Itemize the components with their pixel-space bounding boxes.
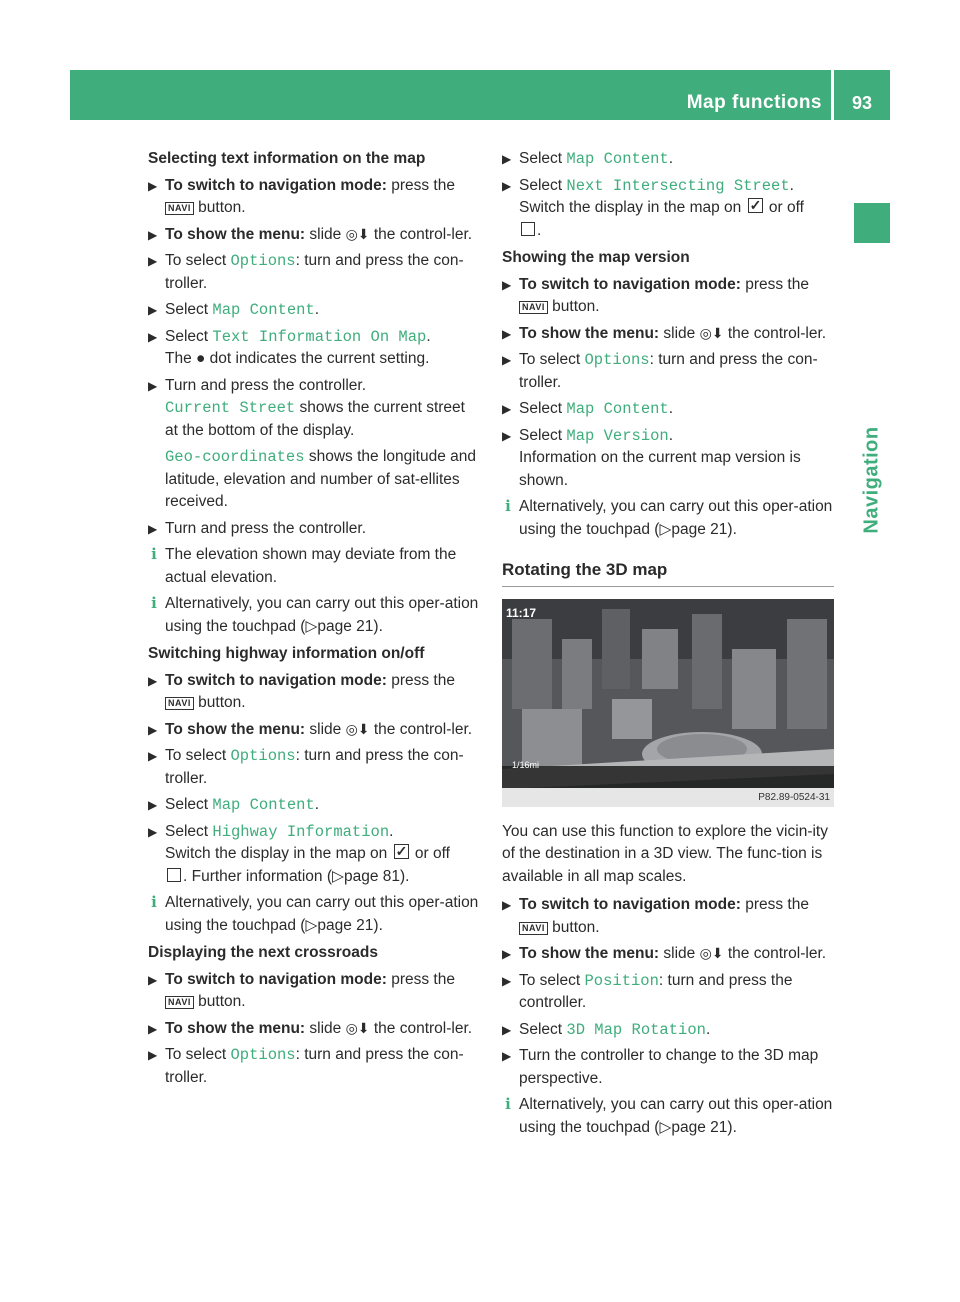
step-arrow-icon: ▶ [502,277,512,292]
step-arrow-icon: ▶ [502,353,512,367]
step-arrow-icon: ▶ [502,178,512,193]
controller-slide-icon: ◎⬇ [699,946,724,962]
step: ▶ Select Next Intersecting Street. Switch the display in the map on ✓ or off . [502,175,834,243]
step-arrow-icon: ▶ [148,521,158,536]
map-scale: 1/16mi [512,760,540,770]
page-number: 93 [851,93,873,113]
menu-item-text-info: Text Information On Map [212,327,427,346]
step: ▶ To switch to navigation mode: press the NAVI button. [148,176,455,216]
section-side-label: Navigation [860,426,883,534]
note: i The elevation shown may deviate from the actual elevation. [148,544,480,589]
rotation-description: You can use this function to explore the vicin-ity of the destination in a 3D view. The func-tion is available in all map scales. [502,822,828,885]
controller-slide-icon: ◎⬇ [345,1020,370,1037]
step: ▶ To select Options: turn and press the con-troller. [148,252,464,292]
step-arrow-icon: ▶ [148,722,158,737]
menu-item-options: Options [584,351,650,369]
clock-display: 11:17 [506,605,537,620]
navi-button-icon: NAVI [165,697,194,710]
map-status-bar [502,766,834,788]
step-arrow-icon: ▶ [502,152,512,166]
menu-item-map-content: Map Content [566,400,669,418]
step: ▶ Select Map Content. [502,148,834,171]
option-geo-coordinates: Geo-coordinates [165,448,305,466]
step-arrow-icon: ▶ [502,326,512,341]
heading-map-version: Showing the map version [502,249,690,266]
step-arrow-icon: ▶ [148,227,158,242]
step-arrow-icon: ▶ [502,973,512,988]
right-column [502,148,834,1143]
step-arrow-icon: ▶ [502,947,512,961]
step-arrow-icon: ▶ [502,402,512,416]
step: ▶ Select Text Information On Map. The ● dot indicates the current setting. [148,327,431,367]
image-code: P82.89-0524-31 [502,788,834,807]
step: ▶ Turn the controller to change to the 3D map perspective. [502,1047,819,1087]
info-icon: i [151,594,157,612]
step-arrow-icon: ▶ [148,378,158,393]
navi-button-icon: NAVI [519,922,548,935]
menu-item-highway-info: Highway Information [212,822,390,841]
step-arrow-icon: ▶ [148,178,158,193]
page-ref-arrow-icon: ▷ [659,1118,672,1136]
note: i Alternatively, you can carry out this oper-ation using the touchpad (▷page 21). [148,593,480,638]
step-arrow-icon: ▶ [502,898,512,912]
section-tab-marker [854,203,890,243]
checkbox-checked-icon [394,844,409,859]
step-arrow-icon: ▶ [148,303,158,317]
step-arrow-icon: ▶ [502,428,512,443]
step-arrow-icon: ▶ [148,1021,158,1036]
step-arrow-icon: ▶ [148,972,158,987]
step: ▶ To show the menu: slide ◎⬇ the control-ler. [148,224,480,247]
info-icon: i [505,1095,511,1113]
menu-item-map-content: Map Content [212,796,315,814]
menu-item-options: Options [230,252,296,270]
step: ▶ To switch to navigation mode: press the NAVI button. [148,671,455,711]
step: ▶ To switch to navigation mode: press the NAVI button. [502,896,809,936]
navi-button-icon: NAVI [165,202,194,215]
step-arrow-icon: ▶ [148,749,158,763]
page-title: Map functions [686,92,822,113]
note: i Alternatively, you can carry out this oper-ation using the touchpad (▷page 21). [148,892,480,937]
step-arrow-icon: ▶ [148,824,158,839]
navi-button-icon: NAVI [519,301,548,314]
heading-next-crossroads: Displaying the next crossroads [148,944,378,961]
step-arrow-icon: ▶ [148,798,158,812]
info-icon: i [151,545,157,563]
step-arrow-icon: ▶ [148,329,158,344]
step: ▶ To show the menu: slide ◎⬇ the control-ler. [148,1018,480,1041]
menu-item-map-content: Map Content [566,150,669,168]
step: ▶ Select Highway Information. Switch the display in the map on ✓ or off . Further information (▷page 81). [148,821,480,889]
heading-highway-info: Switching highway information on/off [148,645,425,662]
map-3d-screenshot [502,599,834,807]
step: ▶ To switch to navigation mode: press the NAVI button. [148,970,455,1010]
info-icon: i [151,893,157,911]
step-arrow-icon: ▶ [148,673,158,688]
page-ref-arrow-icon: ▷ [332,867,344,885]
step: ▶ To switch to navigation mode: press the NAVI button. [502,275,809,315]
step: ▶ To show the menu: slide ◎⬇ the control-ler. [502,943,834,966]
step: ▶ Select 3D Map Rotation. [502,1019,834,1042]
step: ▶ Select Map Content. [148,794,480,817]
step: ▶ To select Options: turn and press the con-troller. [148,747,464,787]
checkbox-checked-icon [748,198,763,213]
step-arrow-icon: ▶ [148,1048,158,1062]
step: ▶ To select Position: turn and press the controller. [502,971,793,1011]
controller-slide-icon: ◎⬇ [345,721,370,738]
page-ref-arrow-icon: ▷ [659,520,672,538]
step-arrow-icon: ▶ [502,1049,512,1063]
info-icon: i [505,497,511,515]
menu-item-map-content: Map Content [212,301,315,319]
heading-text-info: Selecting text information on the map [148,150,426,167]
menu-item-map-version: Map Version [566,426,669,445]
page-ref-arrow-icon: ▷ [305,617,318,635]
menu-item-options: Options [230,747,296,765]
note: i Alternatively, you can carry out this oper-ation using the touchpad (▷page 21). [502,496,834,541]
step: ▶ Turn and press the controller. Current Street shows the current street at the bottom of the display. Geo-coordinates shows the longitude and latitude, elevation and number of sat-ellites received. [148,376,477,510]
step: ▶ To show the menu: slide ◎⬇ the control-ler. [148,719,480,742]
left-column [148,148,480,1093]
step: ▶ To select Options: turn and press the con-troller. [148,1046,464,1086]
step: ▶ Turn and press the controller. [148,518,480,541]
step-arrow-icon: ▶ [148,254,158,268]
step: ▶ Select Map Content. [502,398,834,421]
menu-item-position: Position [584,971,659,990]
step: ▶ To select Options: turn and press the con-troller. [502,351,818,391]
menu-item-options: Options [230,1046,296,1064]
checkbox-empty-icon [521,222,535,236]
option-current-street: Current Street [165,399,296,417]
page-ref-arrow-icon: ▷ [305,916,318,934]
step: ▶ To show the menu: slide ◎⬇ the control-ler. [502,323,834,346]
navi-button-icon: NAVI [165,996,194,1009]
step-arrow-icon: ▶ [502,1022,512,1037]
checkbox-empty-icon [167,868,181,882]
menu-item-3d-rotation: 3D Map Rotation [566,1020,706,1039]
controller-slide-icon: ◎⬇ [345,226,370,243]
step: ▶ Select Map Version. Information on the current map version is shown. [502,426,801,489]
controller-slide-icon: ◎⬇ [699,325,724,342]
menu-item-next-intersecting: Next Intersecting Street [566,176,790,195]
note: i Alternatively, you can carry out this oper-ation using the touchpad (▷page 21). [502,1094,834,1139]
step: ▶ Select Map Content. [148,299,480,322]
heading-rotating-3d-map: Rotating the 3D map [502,559,834,587]
